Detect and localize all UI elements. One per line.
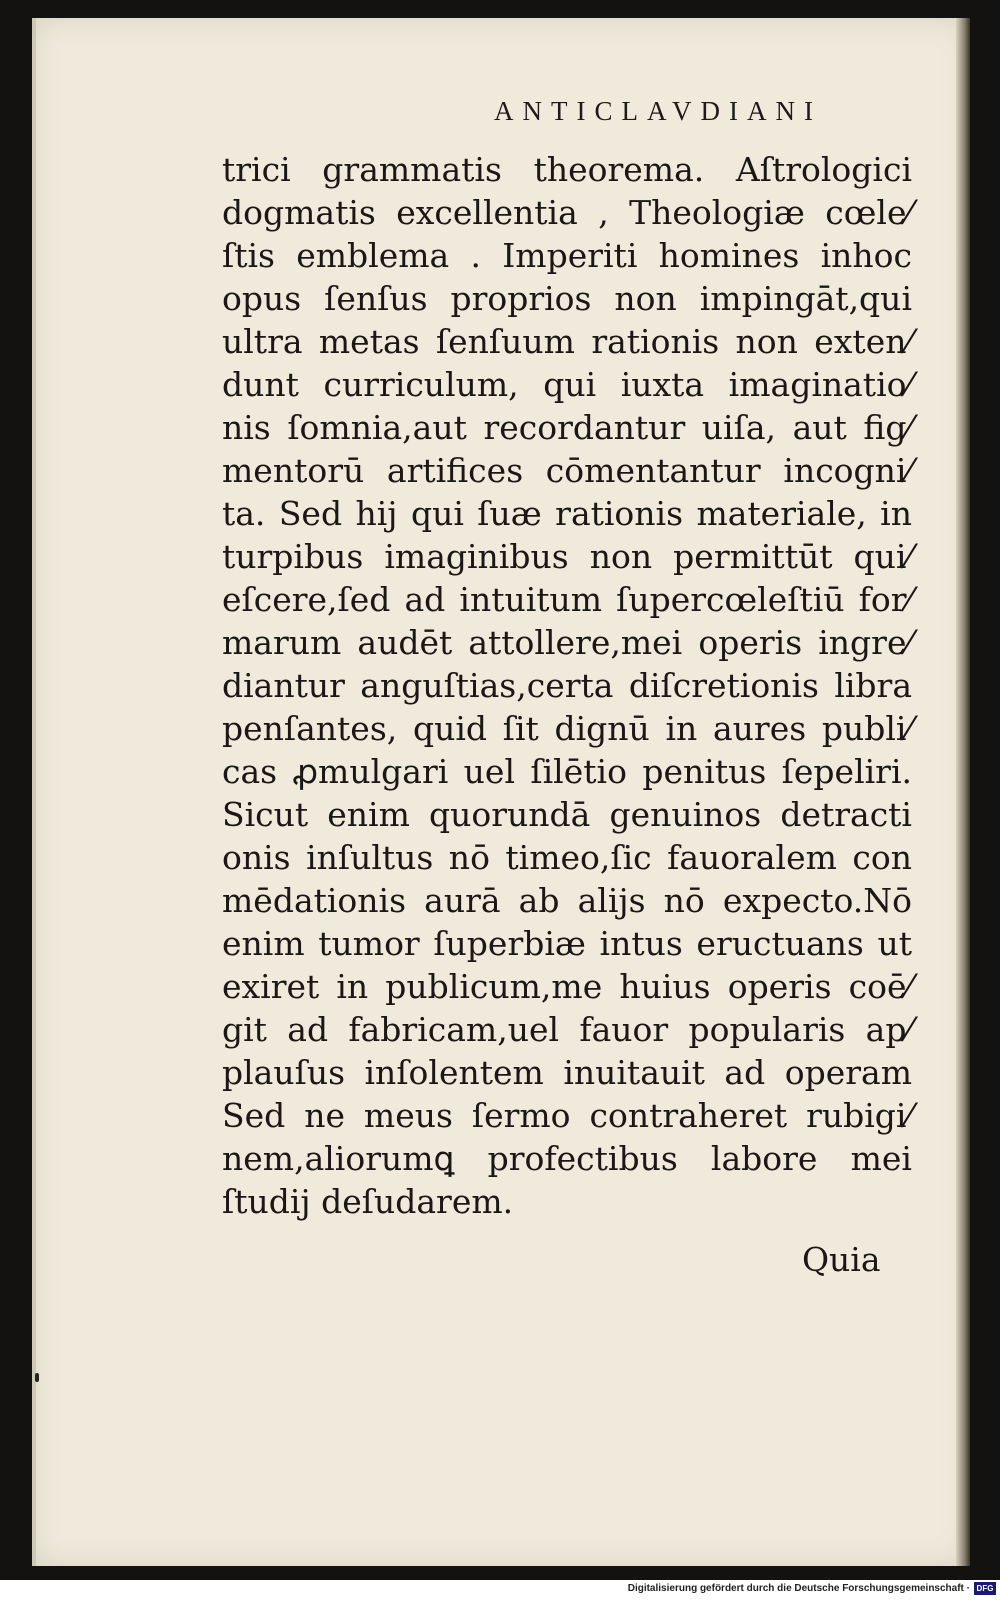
dfg-logo: DFG	[974, 1582, 996, 1595]
text-line: nem,aliorumꝗ profectibus labore mei	[222, 1139, 912, 1178]
text-line: ſtudij deſudarem.	[222, 1182, 514, 1221]
text-line: turpibus imaginibus non permittūt qui⁄	[222, 537, 912, 576]
text-line: exiret in publicum,me huius operis coē⁄	[222, 967, 912, 1006]
text-line: penſantes, quid ſit dignū in aures publi⁄	[222, 709, 912, 748]
text-line: git ad fabricam,uel fauor popularis ap⁄	[222, 1010, 912, 1049]
book-page	[32, 18, 970, 1566]
text-line: Sed ne meus ſermo contraheret rubigi⁄	[222, 1096, 912, 1135]
body-text	[222, 148, 912, 1223]
page-left-edge	[32, 18, 36, 1566]
text-line: enim tumor ſuperbiæ intus eructuans ut	[222, 924, 912, 963]
text-line: ſtis emblema . Imperiti homines inhoc	[222, 236, 912, 275]
text-line: nis ſomnia,aut recordantur uiſa, aut fig⁄	[222, 408, 912, 447]
text-line: cas ꝓmulgari uel ſilētio penitus ſepeliri.	[222, 752, 912, 791]
running-head: ANTICLAVDIANI	[494, 96, 822, 126]
text-line: mēdationis aurā ab alijs nō expecto.Nō	[222, 881, 912, 920]
text-line: plauſus inſolentem inuitauit ad operam	[222, 1053, 912, 1092]
text-line: eſcere,ſed ad intuitum ſupercœleſtiū for⁄	[222, 580, 912, 619]
text-line: diantur anguſtias,certa diſcretionis libra	[222, 666, 912, 705]
text-line: Sicut enim quorundā genuinos detracti	[222, 795, 912, 834]
digitization-footer	[0, 1580, 1000, 1601]
text-line: opus ſenſus proprios non impingāt,qui	[222, 279, 912, 318]
catchword: Quia	[802, 1240, 881, 1279]
text-line: marum audēt attollere,mei operis ingre⁄	[222, 623, 912, 662]
text-line: mentorū artifices cōmentantur incogni⁄	[222, 451, 912, 490]
text-line: ta. Sed hij qui ſuæ rationis materiale, in	[222, 494, 912, 533]
page-right-edge	[956, 18, 970, 1566]
text-line: dogmatis excellentia , Theologiæ cœle⁄	[222, 193, 912, 232]
funding-credit: Digitalisierung gefördert durch die Deutsche Forschungsgemeinschaft ·	[627, 1583, 970, 1594]
text-line: trici grammatis theorema. Aſtrologici	[222, 150, 912, 189]
text-line: ultra metas ſenſuum rationis non exten⁄	[222, 322, 912, 361]
text-line: onis inſultus nō timeo,ſic fauoralem con	[222, 838, 912, 877]
text-line: dunt curriculum, qui iuxta imaginatio⁄	[222, 365, 912, 404]
ink-blemish	[35, 1373, 39, 1382]
